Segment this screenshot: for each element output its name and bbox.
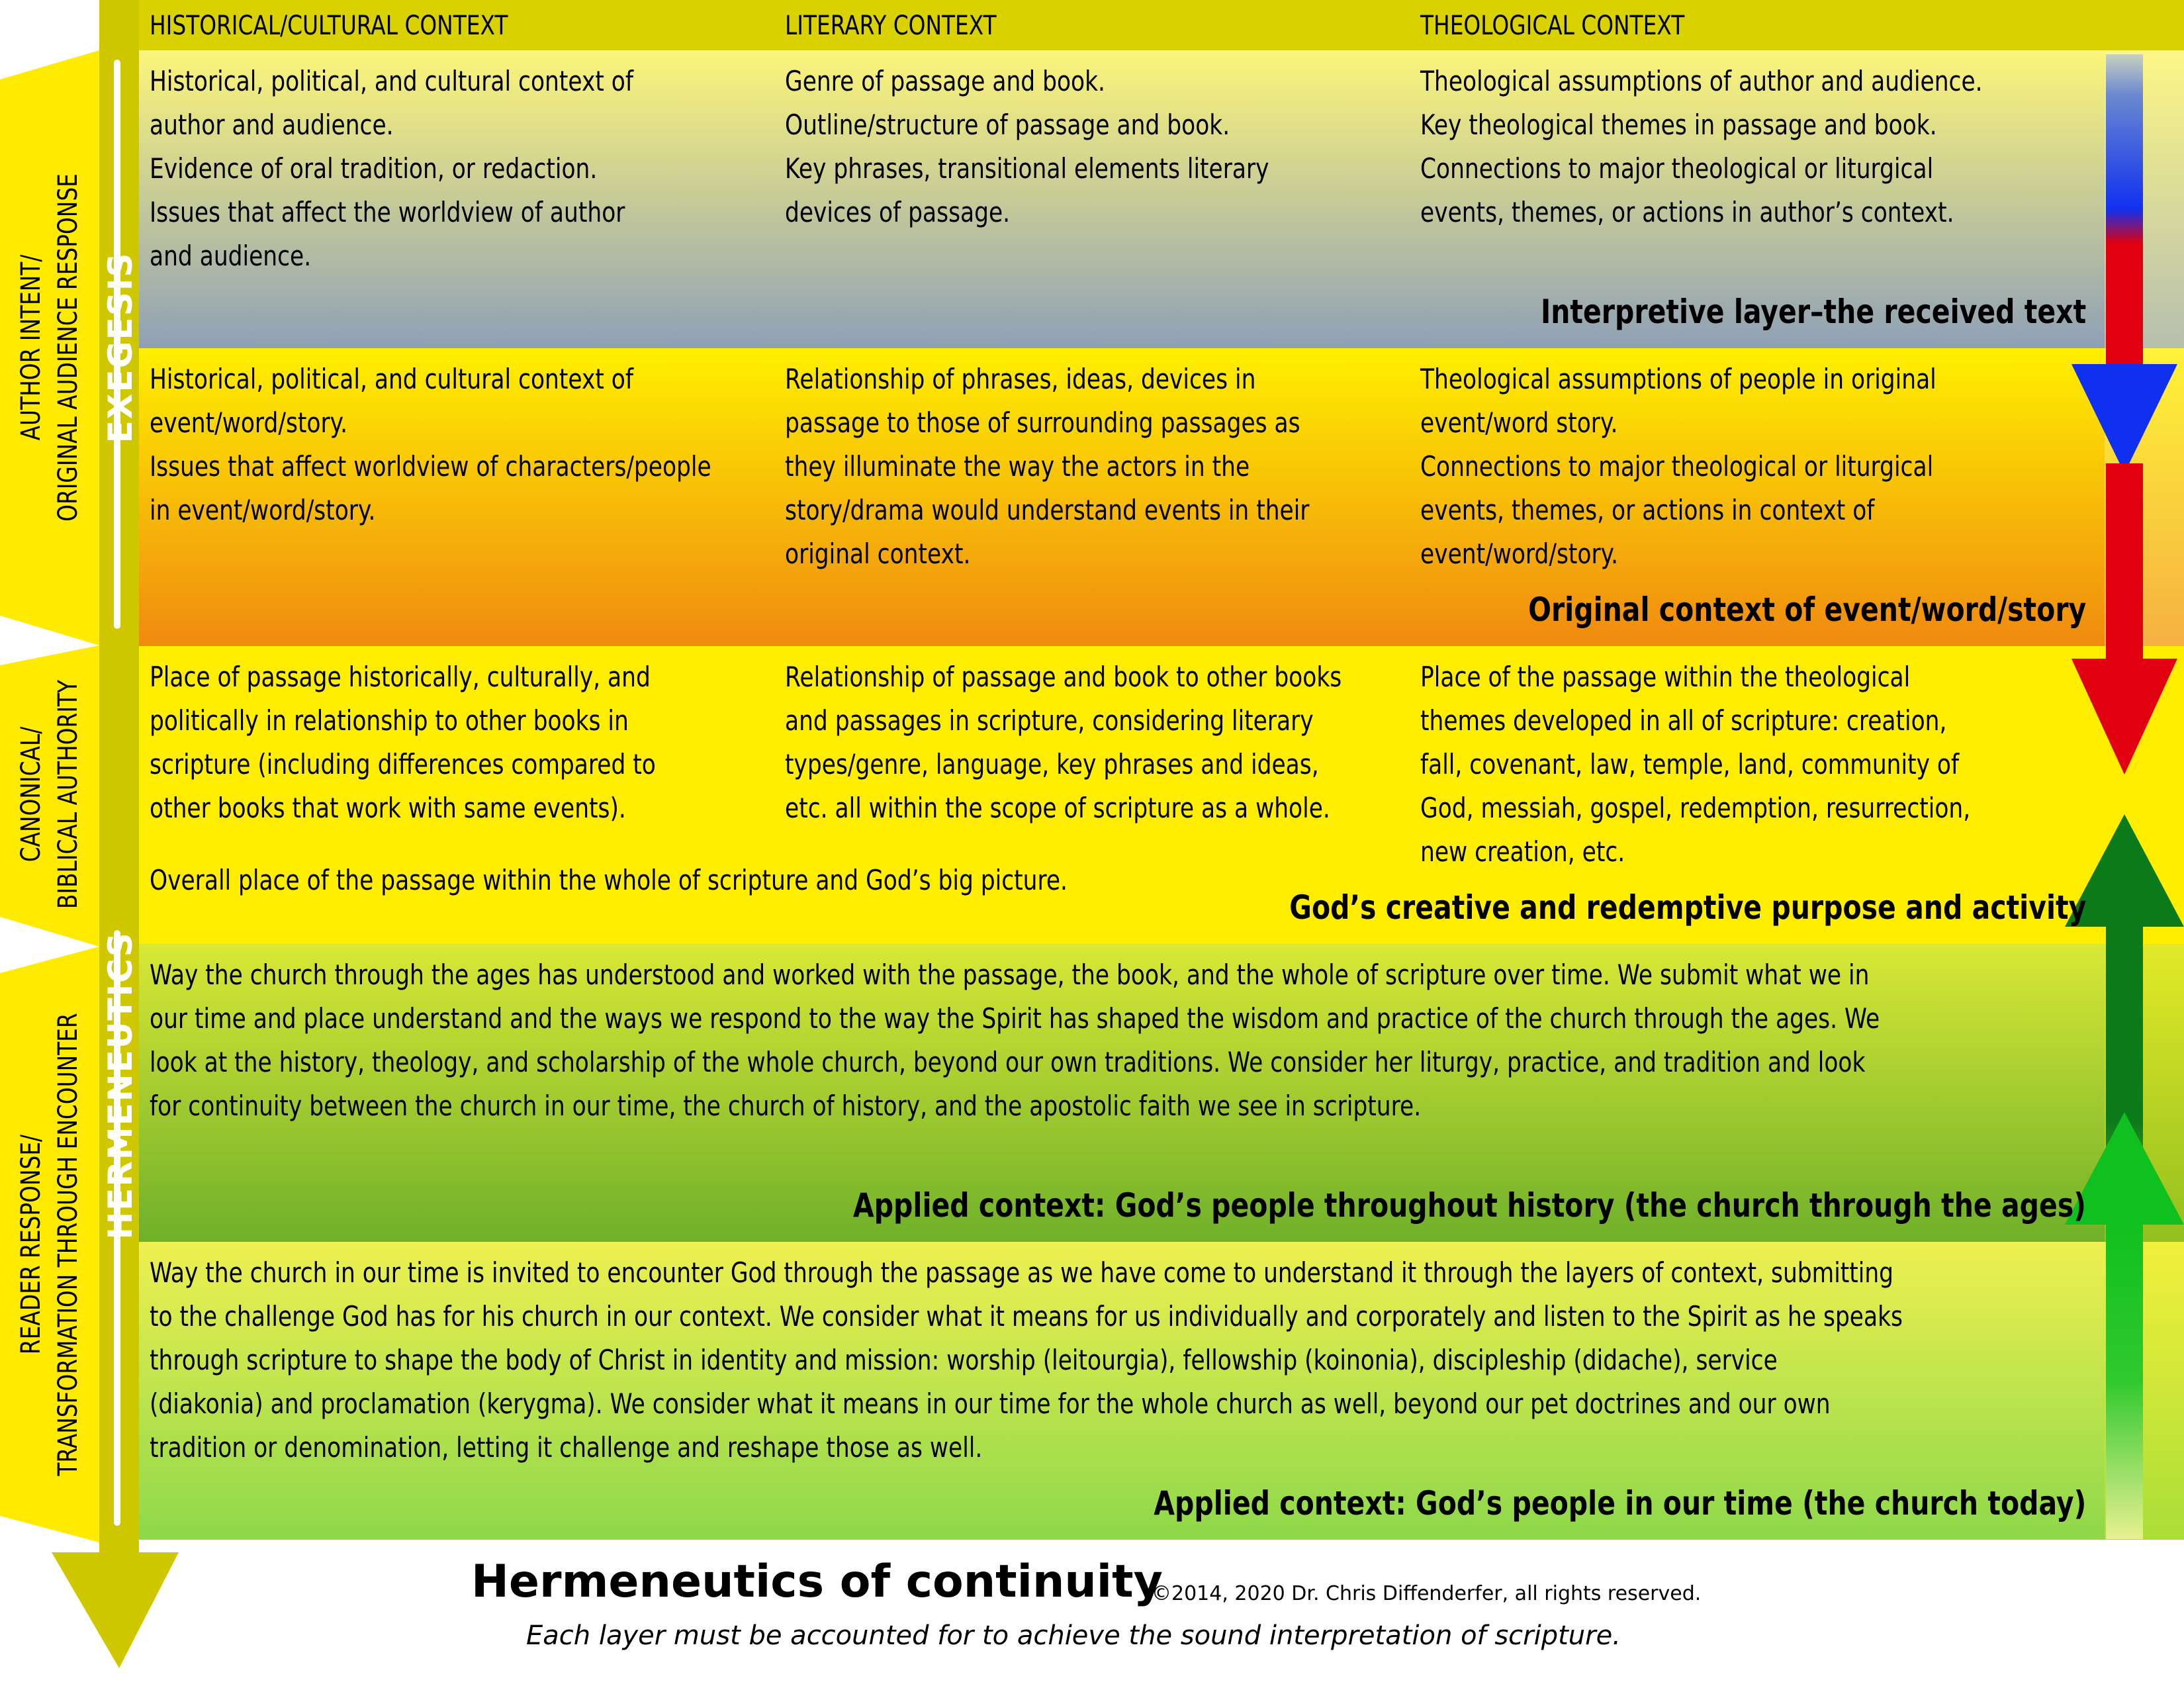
text-line: events, themes, or actions in context of [1420, 494, 1875, 526]
side-label-canonical-line2: BIBLICAL AUTHORITY [53, 679, 83, 910]
cell-canonical-theological [1420, 655, 2082, 874]
text-line: our time and place understand and the ways we respond to the way the Spirit has shaped the wisdom and practice of the church through the ages. We [150, 1002, 1880, 1035]
cell-received-historical [150, 60, 772, 278]
header-literary: LITERARY CONTEXT [785, 11, 997, 41]
cell-original-historical [150, 357, 772, 532]
text-line: devices of passage. [785, 196, 1011, 228]
text-line: scripture (including differences compared to [150, 748, 656, 780]
layer-label-received-text: Interpretive layer–the received text [1540, 293, 2086, 331]
text-line: Genre of passage and book. [785, 65, 1105, 97]
canonical-overall-text [150, 859, 1407, 902]
text-line: themes developed in all of scripture: creation, [1420, 704, 1947, 737]
text-line: Way the church through the ages has understood and worked with the passage, the book, and the whole of scripture over time. We submit what we in [150, 959, 1870, 991]
text-line: Issues that affect the worldview of author [150, 196, 625, 228]
arrow-green-shaft [2106, 1221, 2143, 1539]
text-line: event/word story. [1420, 406, 1618, 439]
cell-today-text [150, 1251, 2069, 1470]
text-line: event/word/story. [150, 406, 348, 439]
header-theological: THEOLOGICAL CONTEXT [1420, 11, 1685, 41]
layer-label-today: Applied context: God’s people in our time (the church today) [1153, 1484, 2086, 1523]
spine-label-hermeneutics: HERMENEUTICS [101, 931, 140, 1240]
text-line: Historical, political, and cultural context of [150, 363, 634, 395]
text-line: Theological assumptions of people in original [1420, 363, 1936, 395]
text-line: author and audience. [150, 109, 394, 141]
text-line: God, messiah, gospel, redemption, resurrection, [1420, 792, 1971, 824]
side-label-author-intent-line1: AUTHOR INTENT/ [16, 254, 46, 441]
text-line: Relationship of phrases, ideas, devices in [785, 363, 1256, 395]
text-line: Way the church in our time is invited to encounter God through the passage as we have come to understand it through the layers of context, submitting [150, 1256, 1894, 1289]
text-line: and passages in scripture, considering literary [785, 704, 1314, 737]
text-line: for continuity between the church in our time, the church of history, and the apostolic faith we see in scripture. [150, 1090, 1422, 1122]
cell-original-literary [785, 357, 1407, 576]
side-label-canonical-line1: CANONICAL/ [16, 726, 46, 863]
cell-received-theological [1420, 60, 2082, 234]
text-line: Evidence of oral tradition, or redaction. [150, 152, 598, 185]
text-line: Relationship of passage and book to other books [785, 661, 1342, 693]
cell-history-text [150, 953, 2069, 1128]
text-line: Issues that affect worldview of characters/people [150, 450, 711, 483]
footer-title: Hermeneutics of continuity [471, 1556, 1163, 1608]
text-line: passage to those of surrounding passages as [785, 406, 1300, 439]
header-historical: HISTORICAL/CULTURAL CONTEXT [150, 11, 508, 41]
cell-received-literary [785, 60, 1407, 234]
cell-canonical-historical [150, 655, 772, 830]
text-line: new creation, etc. [1420, 835, 1625, 868]
spine-label-exegesis: EXEGESIS [101, 252, 140, 444]
arrow-blue-shaft [2106, 54, 2143, 399]
text-line: tradition or denomination, letting it challenge and reshape those as well. [150, 1431, 983, 1464]
text-line: original context. [785, 538, 971, 570]
text-line: Connections to major theological or liturgical [1420, 152, 1934, 185]
text-line: Place of passage historically, culturally, and [150, 661, 651, 693]
text-line: Place of the passage within the theological [1420, 661, 1911, 693]
text-line: fall, covenant, law, temple, land, community of [1420, 748, 1960, 780]
cell-original-theological [1420, 357, 2082, 576]
text-line: story/drama would understand events in their [785, 494, 1310, 526]
text-line: Outline/structure of passage and book. [785, 109, 1230, 141]
text-line: look at the history, theology, and scholarship of the whole church, beyond our own traditions. We consider her liturgy, practice, and tradition and look [150, 1046, 1866, 1078]
text-line: events, themes, or actions in author’s context. [1420, 196, 1954, 228]
text-line: in event/word/story. [150, 494, 376, 526]
text-line: event/word/story. [1420, 538, 1619, 570]
side-label-reader-response-line2: TRANSFORMATION THROUGH ENCOUNTER [53, 1013, 83, 1476]
layer-label-history: Applied context: God’s people throughout history (the church through the ages) [852, 1186, 2086, 1225]
text-line: Connections to major theological or liturgical [1420, 450, 1934, 483]
text-line: (diakonia) and proclamation (kerygma). We consider what it means in our time for the whole church as well, beyond our pet doctrines and our own [150, 1387, 1831, 1420]
text-line: Key theological themes in passage and book. [1420, 109, 1937, 141]
text-line: types/genre, language, key phrases and ideas, [785, 748, 1319, 780]
text-line: they illuminate the way the actors in the [785, 450, 1250, 483]
footer-copyright: ©2014, 2020 Dr. Chris Diffenderfer, all rights reserved. [1152, 1582, 1702, 1605]
text-line: and audience. [150, 240, 312, 272]
cell-canonical-literary [785, 655, 1407, 830]
text-line: etc. all within the scope of scripture as a whole. [785, 792, 1330, 824]
spine-arrow-head [52, 1552, 179, 1668]
text-line: other books that work with same events). [150, 792, 626, 824]
arrow-red-shaft [2106, 463, 2143, 688]
side-label-author-intent-line2: ORIGINAL AUDIENCE RESPONSE [53, 173, 83, 522]
footer-subtitle: Each layer must be accounted for to achieve the sound interpretation of scripture. [526, 1620, 1621, 1651]
text-line: politically in relationship to other books in [150, 704, 629, 737]
layer-label-original-context: Original context of event/word/story [1527, 590, 2086, 629]
text-line: Overall place of the passage within the whole of scripture and God’s big picture. [150, 864, 1068, 896]
text-line: to the challenge God has for his church in our context. We consider what it means for us individually and corporately and listen to the Spirit as he speaks [150, 1300, 1903, 1333]
text-line: Historical, political, and cultural context of [150, 65, 634, 97]
side-label-reader-response-line1: READER RESPONSE/ [16, 1134, 46, 1355]
text-line: Key phrases, transitional elements literary [785, 152, 1269, 185]
text-line: Theological assumptions of author and audience. [1420, 65, 1983, 97]
text-line: through scripture to shape the body of Christ in identity and mission: worship (leitourgia), fellowship (koinonia), discipleship (didache), service [150, 1344, 1778, 1376]
layer-label-canonical: God’s creative and redemptive purpose and activity [1289, 888, 2086, 927]
